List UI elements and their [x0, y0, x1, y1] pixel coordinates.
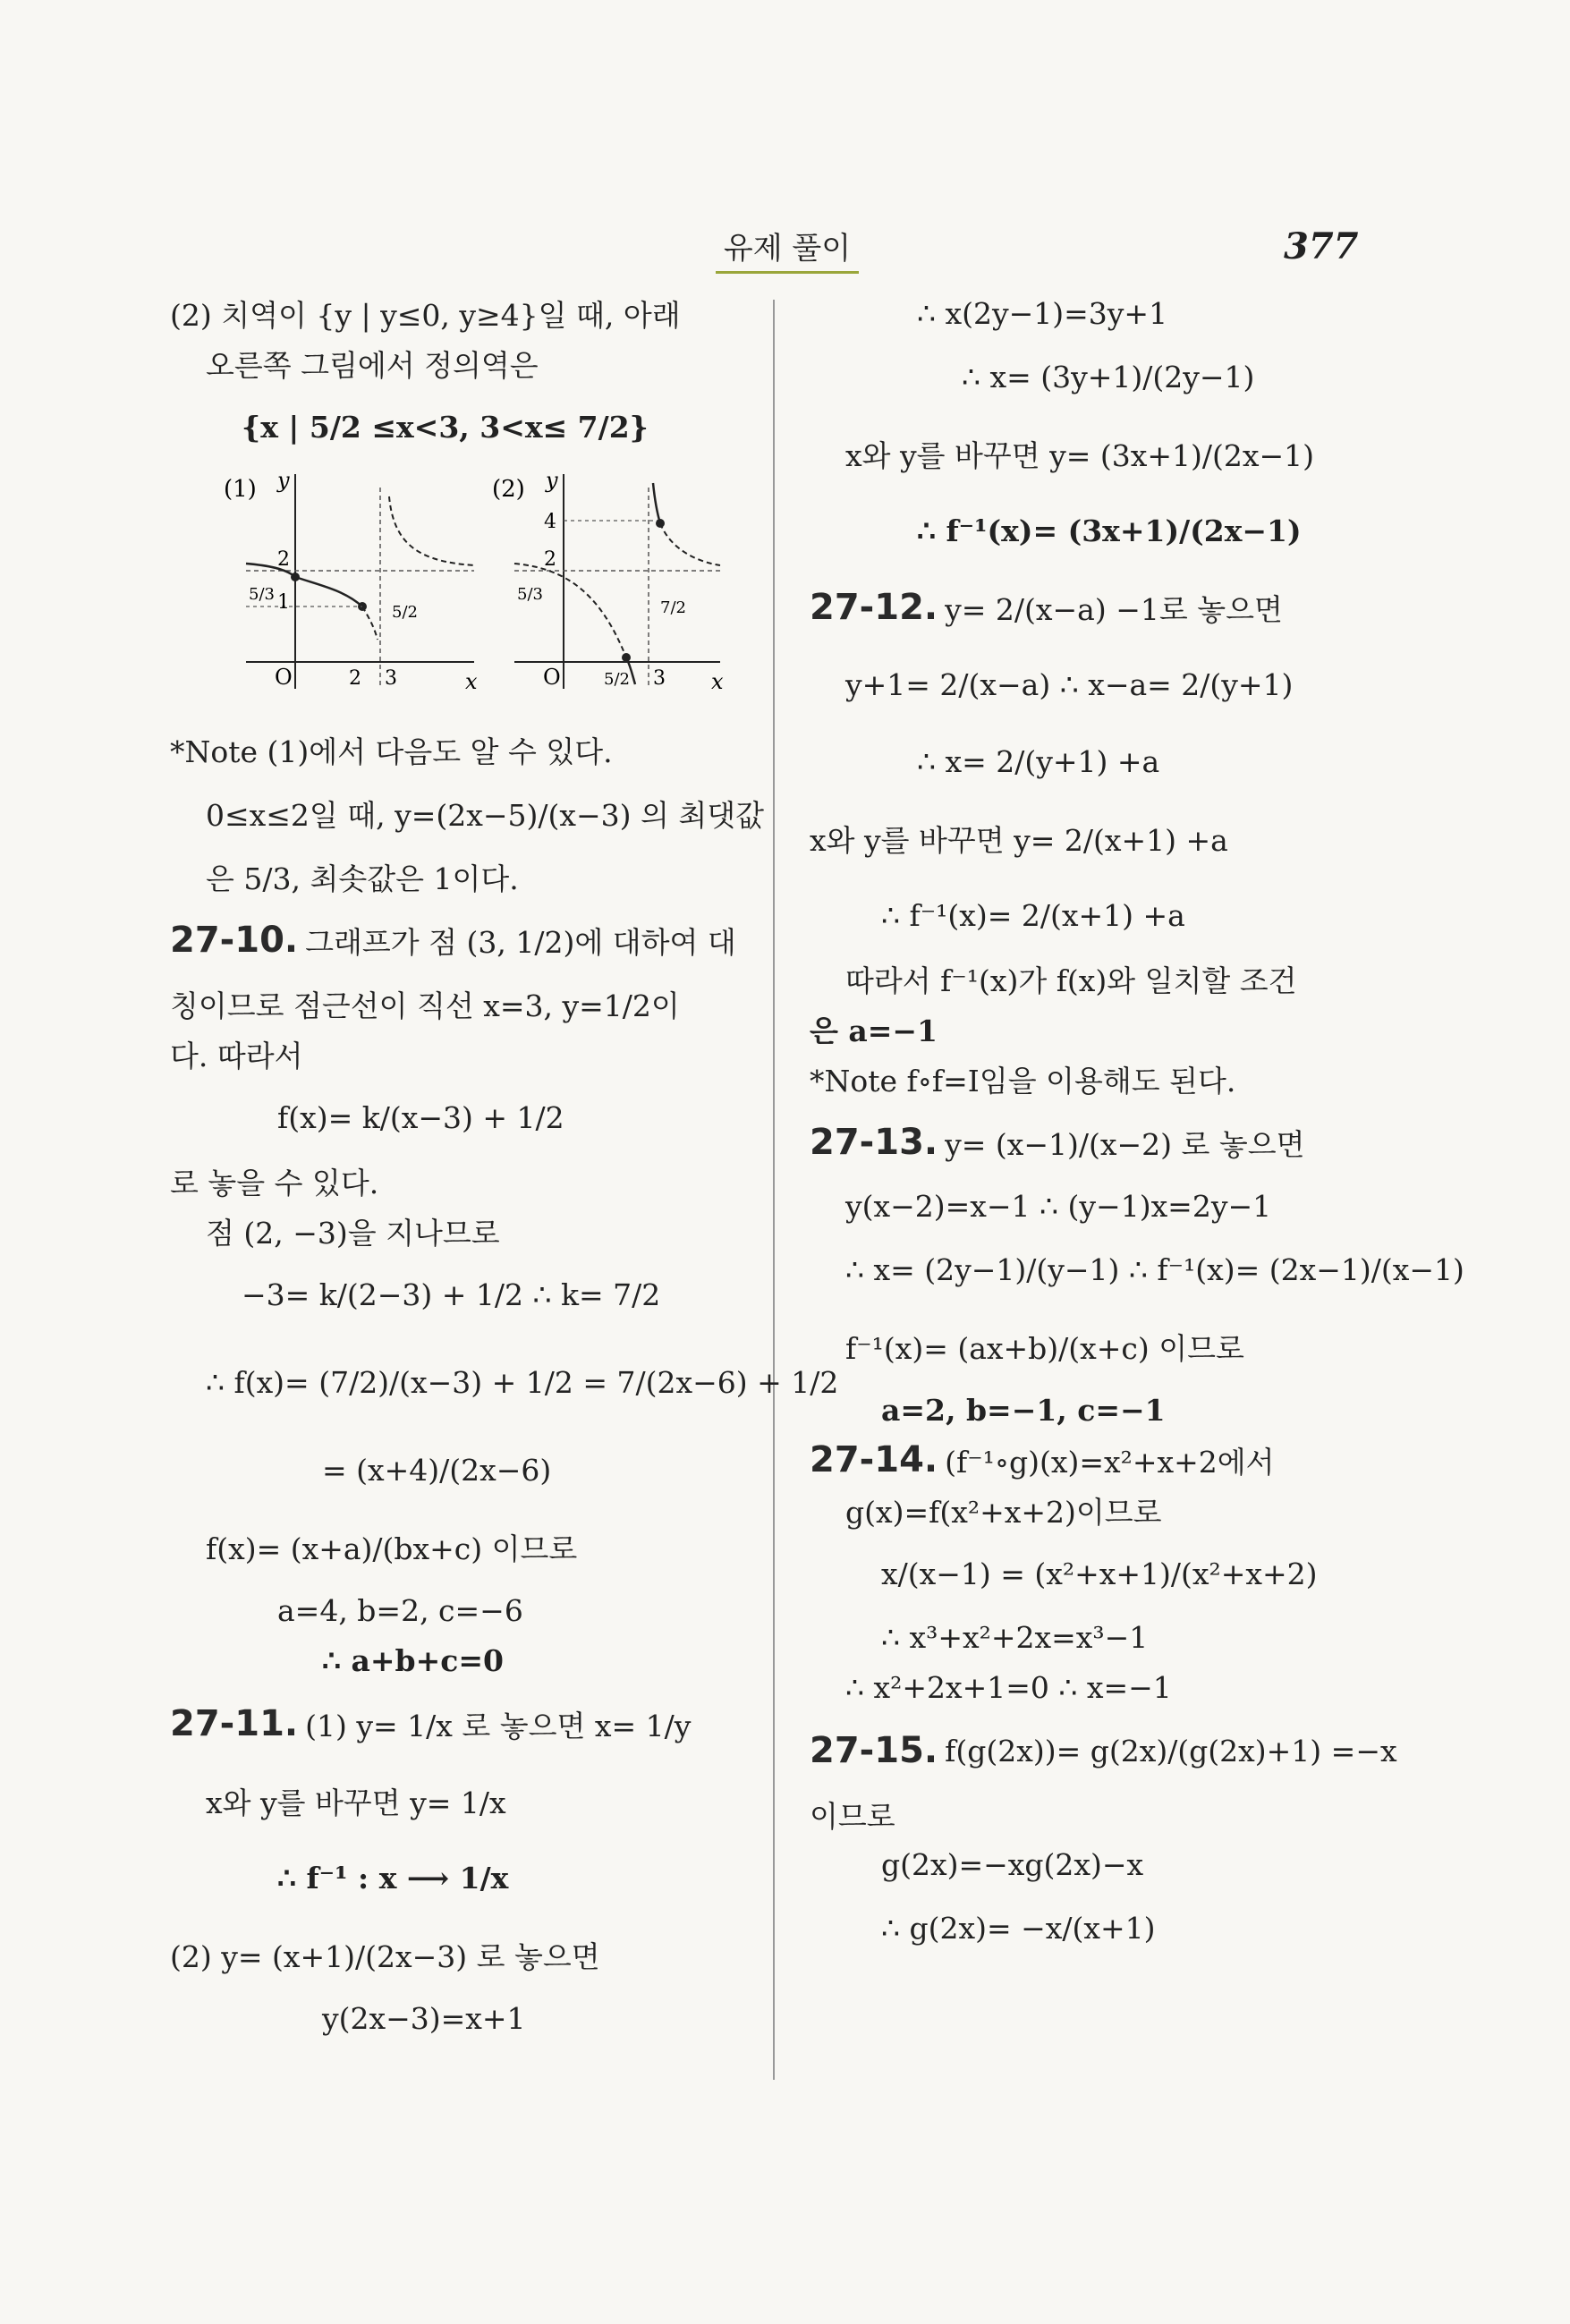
line-text: ∴ f⁻¹(x)= (3x+1)/(2x−1) — [917, 513, 1302, 548]
right-column — [810, 288, 1464, 1966]
page-header-title: 유제 풀이 — [716, 224, 859, 274]
line-text: 그래프가 점 (3, 1/2)에 대하여 대 — [305, 924, 736, 960]
text-line — [170, 1993, 751, 2043]
line-text: y= 2/(x−a) −1로 놓으면 — [945, 591, 1283, 627]
line-text: x와 y를 바꾸면 y= 2/(x+1) +a — [810, 822, 1228, 858]
graph1-y-tick: 1 — [277, 591, 290, 614]
line-text: ∴ f⁻¹ : x ⟶ 1/x — [277, 1860, 509, 1896]
text-line — [810, 723, 1409, 800]
line-text: = (x+4)/(2x−6) — [322, 1452, 552, 1488]
text-line — [810, 1385, 1409, 1435]
text-line — [170, 1585, 751, 1635]
text-line — [810, 800, 1409, 877]
problem-line — [810, 1104, 1409, 1181]
line-text: y(2x−3)=x+1 — [322, 2000, 526, 2036]
text-line — [170, 1431, 751, 1508]
graph1-y-label: y — [277, 468, 290, 493]
text-line — [810, 1612, 1409, 1662]
text-line — [810, 877, 1409, 954]
text-line — [170, 852, 751, 902]
problem-number: 27-14. — [810, 1439, 938, 1480]
graph2-y-tick: 2 — [544, 548, 556, 571]
problem-number: 27-13. — [810, 1122, 938, 1163]
line-text: 오른쪽 그림에서 정의역은 — [206, 347, 539, 383]
line-text: ∴ x= 2/(y+1) +a — [917, 743, 1160, 779]
text-line — [810, 415, 1409, 492]
line-text: ∴ x²+2x+1=0 ∴ x=−1 — [845, 1669, 1172, 1705]
graph2-label: (2) — [492, 476, 525, 503]
graph1-note: 5/2 — [392, 603, 418, 622]
graph1-x-label: x — [465, 669, 478, 694]
graph2-y-tick: 5/3 — [517, 585, 543, 604]
line-text: ∴ f⁻¹(x)= 2/(x+1) +a — [881, 897, 1185, 933]
text-line — [810, 492, 1409, 569]
line-text: g(2x)=−xg(2x)−x — [881, 1846, 1144, 1882]
graph1-x-tick: 2 — [349, 667, 361, 690]
problem-line — [170, 902, 751, 979]
text-line — [170, 1916, 751, 1993]
text-line — [810, 1181, 1409, 1231]
line-text: *Note f∘f=I임을 이용해도 된다. — [810, 1063, 1236, 1098]
problem-line — [810, 1712, 1409, 1789]
line-text: ∴ x= (3y+1)/(2y−1) — [962, 359, 1255, 394]
text-line — [170, 1206, 751, 1256]
line-text: {x | 5/2 ≤x<3, 3<x≤ 7/2} — [242, 409, 649, 445]
text-line — [810, 1054, 1409, 1104]
line-text: g(x)=f(x²+x+2)이므로 — [845, 1494, 1162, 1530]
text-line — [170, 1635, 751, 1685]
graph2-y-label: y — [546, 468, 558, 493]
line-text: (2) 치역이 {y | y≤0, y≥4}일 때, 아래 — [170, 297, 681, 333]
line-text: 다. 따라서 — [170, 1038, 303, 1073]
text-line — [170, 1156, 751, 1206]
text-line — [170, 1333, 839, 1431]
problem-number: 27-12. — [810, 587, 938, 628]
line-text: y(x−2)=x−1 ∴ (y−1)x=2y−1 — [845, 1188, 1272, 1224]
page-number: 377 — [1284, 225, 1359, 267]
line-text: a=2, b=−1, c=−1 — [881, 1392, 1166, 1428]
text-line — [170, 1839, 751, 1916]
problem-line — [170, 1685, 751, 1762]
text-line — [810, 338, 1409, 415]
text-line — [170, 388, 751, 465]
line-text: −3= k/(2−3) + 1/2 ∴ k= 7/2 — [242, 1277, 661, 1312]
text-line — [810, 1004, 1409, 1054]
line-text: x와 y를 바꾸면 y= 1/x — [206, 1785, 506, 1820]
line-text: ∴ x(2y−1)=3y+1 — [917, 295, 1168, 331]
graph1-curve-dashed — [362, 496, 474, 640]
line-text: ∴ x= (2y−1)/(y−1) ∴ f⁻¹(x)= (2x−1)/(x−1) — [845, 1251, 1464, 1287]
text-line — [810, 1485, 1409, 1535]
text-line — [810, 1662, 1409, 1712]
text-line — [810, 1789, 1409, 1839]
graphs-figure — [170, 465, 725, 725]
line-text: y= (x−1)/(x−2) 로 놓으면 — [945, 1126, 1305, 1162]
line-text: 점 (2, −3)을 지나므로 — [206, 1215, 500, 1251]
line-text: ∴ f(x)= (7/2)/(x−3) + 1/2 = 7/(2x−6) + 1/2 — [206, 1364, 839, 1400]
text-line — [170, 979, 751, 1029]
text-line — [170, 288, 751, 338]
graph1-origin: O — [275, 665, 293, 690]
left-column — [170, 288, 839, 2043]
graph1-y-tick: 2 — [277, 548, 290, 571]
column-divider — [773, 300, 775, 2080]
line-text: 칭이므로 점근선이 직선 x=3, y=1/2이 — [170, 988, 680, 1023]
line-text: ∴ g(2x)= −x/(x+1) — [881, 1910, 1156, 1946]
line-text: y+1= 2/(x−a) ∴ x−a= 2/(y+1) — [845, 666, 1294, 702]
graph2-curve-dashed — [514, 564, 626, 657]
text-line — [810, 288, 1409, 338]
line-text: 로 놓을 수 있다. — [170, 1165, 379, 1200]
line-text: 은 a=−1 — [810, 1013, 938, 1048]
text-line — [810, 1889, 1409, 1966]
problem-number: 27-11. — [170, 1703, 299, 1744]
problem-number: 27-15. — [810, 1730, 938, 1771]
line-text: ∴ x³+x²+2x=x³−1 — [881, 1619, 1149, 1655]
graph2-x-label: x — [711, 669, 724, 694]
text-line — [170, 1762, 751, 1839]
text-line — [170, 338, 751, 388]
text-line — [170, 725, 751, 775]
line-text: 은 5/3, 최솟값은 1이다. — [206, 861, 519, 896]
text-line — [810, 954, 1409, 1004]
text-line — [810, 1308, 1409, 1385]
line-text: *Note (1)에서 다음도 알 수 있다. — [170, 734, 613, 769]
line-text: f(x)= k/(x−3) + 1/2 — [277, 1099, 564, 1135]
graph2-origin: O — [543, 665, 561, 690]
graph1-y-tick: 5/3 — [249, 585, 275, 604]
graph2-point — [622, 653, 631, 662]
line-text: 따라서 f⁻¹(x)가 f(x)와 일치할 조건 — [845, 963, 1297, 998]
line-text: 이므로 — [810, 1798, 895, 1834]
line-text: (f⁻¹∘g)(x)=x²+x+2에서 — [945, 1444, 1275, 1480]
graph2-point — [656, 519, 665, 528]
text-line — [810, 1839, 1409, 1889]
graph1-label: (1) — [224, 476, 257, 503]
text-line — [170, 775, 765, 852]
text-line — [170, 1079, 751, 1156]
graph2-y-tick: 4 — [544, 511, 556, 533]
text-line — [810, 646, 1409, 723]
line-text: x/(x−1) = (x²+x+1)/(x²+x+2) — [881, 1556, 1318, 1591]
line-text: a=4, b=2, c=−6 — [277, 1592, 523, 1628]
graph1-point — [291, 573, 300, 581]
line-text: (1) y= 1/x 로 놓으면 x= 1/y — [305, 1708, 692, 1743]
problem-line — [810, 569, 1409, 646]
line-text: f(g(2x))= g(2x)/(g(2x)+1) =−x — [945, 1733, 1397, 1768]
line-text: ∴ a+b+c=0 — [322, 1642, 504, 1678]
graph2-note: 7/2 — [660, 598, 686, 617]
graphs-container — [170, 465, 751, 725]
line-text: 0≤x≤2일 때, y=(2x−5)/(x−3) 의 최댓값 — [206, 797, 765, 833]
graph2-x-tick: 3 — [653, 667, 666, 690]
text-line — [170, 1029, 751, 1079]
line-text: f(x)= (x+a)/(bx+c) 이므로 — [206, 1531, 578, 1566]
problem-line — [810, 1435, 1409, 1485]
text-line — [170, 1508, 751, 1585]
line-text: f⁻¹(x)= (ax+b)/(x+c) 이므로 — [845, 1330, 1244, 1366]
text-line — [170, 1256, 751, 1333]
line-text: x와 y를 바꾸면 y= (3x+1)/(2x−1) — [845, 437, 1315, 473]
graph1-x-tick: 3 — [385, 667, 397, 690]
problem-number: 27-10. — [170, 920, 299, 961]
line-text: (2) y= (x+1)/(2x−3) 로 놓으면 — [170, 1938, 600, 1974]
graph2-x-tick: 5/2 — [604, 670, 630, 689]
text-line — [810, 1535, 1409, 1612]
text-line — [810, 1231, 1464, 1308]
